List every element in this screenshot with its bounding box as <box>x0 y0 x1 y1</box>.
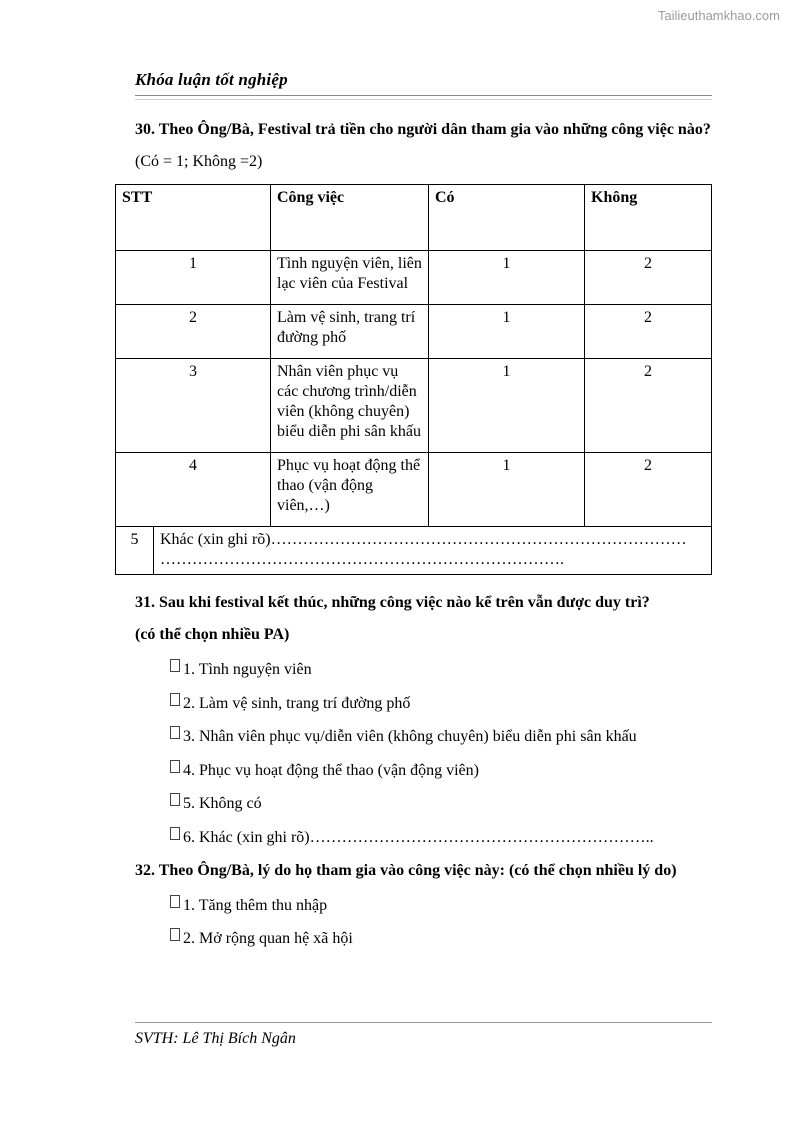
q31-option-1 <box>170 653 712 687</box>
question-32-title: 32. Theo Ông/Bà, lý do họ tham gia vào công việc này: (có thể chọn nhiều lý do) <box>135 861 677 879</box>
cell-stt: 2 <box>116 305 271 359</box>
checkbox-icon <box>170 928 180 941</box>
cell-yes: 1 <box>429 251 585 305</box>
q31-option-5 <box>170 787 712 821</box>
cell-no: 2 <box>585 305 712 359</box>
option-label: 2. Mở rộng quan hệ xã hội <box>183 930 353 948</box>
cell-yes: 1 <box>429 453 585 527</box>
option-label: 5. Không có <box>183 795 262 813</box>
option-label: 3. Nhân viên phục vụ/diễn viên (không chuyên) biểu diễn phi sân khấu <box>183 728 637 746</box>
option-label: 1. Tình nguyện viên <box>183 661 312 678</box>
cell-other <box>154 527 712 575</box>
checkbox-icon <box>170 760 180 773</box>
cell-no: 2 <box>585 453 712 527</box>
option-label: 6. Khác (xin ghi rõ)……………………………………………………….. <box>183 828 654 846</box>
cell-stt: 1 <box>116 251 271 305</box>
other-line1: Khác (xin ghi rõ)…………………………………………………………………… <box>160 531 687 548</box>
page-content <box>122 70 712 956</box>
col-header-job: Công việc <box>271 185 429 251</box>
cell-job: Tình nguyện viên, liên lạc viên của Festival <box>271 251 429 305</box>
cell-yes: 1 <box>429 305 585 359</box>
checkbox-icon <box>170 659 180 672</box>
cell-job: Phục vụ hoạt động thể thao (vận động viên,…) <box>271 453 429 527</box>
checkbox-icon <box>170 793 180 806</box>
footer-author: SVTH: Lê Thị Bích Ngân <box>135 1030 296 1047</box>
table-row <box>116 453 712 527</box>
cell-job: Nhân viên phục vụ các chương trình/diễn viên (không chuyên) biểu diễn phi sân khấu <box>271 359 429 453</box>
question-31-subtitle: (có thể chọn nhiều PA) <box>135 626 290 643</box>
table-row <box>116 251 712 305</box>
checkbox-icon <box>170 693 180 706</box>
table-header-row <box>116 185 712 251</box>
question-30 <box>135 114 712 178</box>
cell-no: 2 <box>585 251 712 305</box>
cell-stt: 3 <box>116 359 271 453</box>
cell-stt: 5 <box>116 527 154 575</box>
question-31-options <box>170 653 712 855</box>
footer-divider <box>135 1022 712 1024</box>
col-header-stt: STT <box>116 185 271 251</box>
page-footer <box>135 1022 712 1048</box>
q31-option-3 <box>170 720 712 754</box>
question-32-options <box>170 889 712 956</box>
other-line2: …………………………………………………………………. <box>160 551 564 568</box>
q31-option-4 <box>170 754 712 788</box>
page-title: Khóa luận tốt nghiệp <box>135 70 288 89</box>
question-31 <box>135 587 712 855</box>
option-label: 4. Phục vụ hoạt động thể thao (vận động viên) <box>183 761 479 779</box>
q31-option-2 <box>170 687 712 721</box>
question-31-title: 31. Sau khi festival kết thúc, những công việc nào kể trên vẫn được duy trì? <box>135 594 650 611</box>
watermark: Tailieuthamkhao.com <box>657 8 780 23</box>
q32-option-2 <box>170 922 712 956</box>
checkbox-icon <box>170 827 180 840</box>
table-row <box>116 359 712 453</box>
checkbox-icon <box>170 726 180 739</box>
option-label: 1. Tăng thêm thu nhập <box>183 896 328 914</box>
checkbox-icon <box>170 895 180 908</box>
q30-table <box>115 184 712 575</box>
table-row-other <box>116 527 712 575</box>
question-30-note: (Có = 1; Không =2) <box>135 153 263 170</box>
option-label: 2. Làm vệ sinh, trang trí đường phố <box>183 694 411 712</box>
q32-option-1 <box>170 889 712 923</box>
question-32 <box>135 855 712 956</box>
cell-yes: 1 <box>429 359 585 453</box>
col-header-no: Không <box>585 185 712 251</box>
cell-job: Làm vệ sinh, trang trí đường phố <box>271 305 429 359</box>
question-30-title: 30. Theo Ông/Bà, Festival trả tiền cho người dân tham gia vào những công việc nào? <box>135 121 711 138</box>
cell-stt: 4 <box>116 453 271 527</box>
table-row <box>116 305 712 359</box>
col-header-yes: Có <box>429 185 585 251</box>
cell-no: 2 <box>585 359 712 453</box>
q31-option-6 <box>170 821 712 855</box>
header-divider <box>135 95 712 100</box>
